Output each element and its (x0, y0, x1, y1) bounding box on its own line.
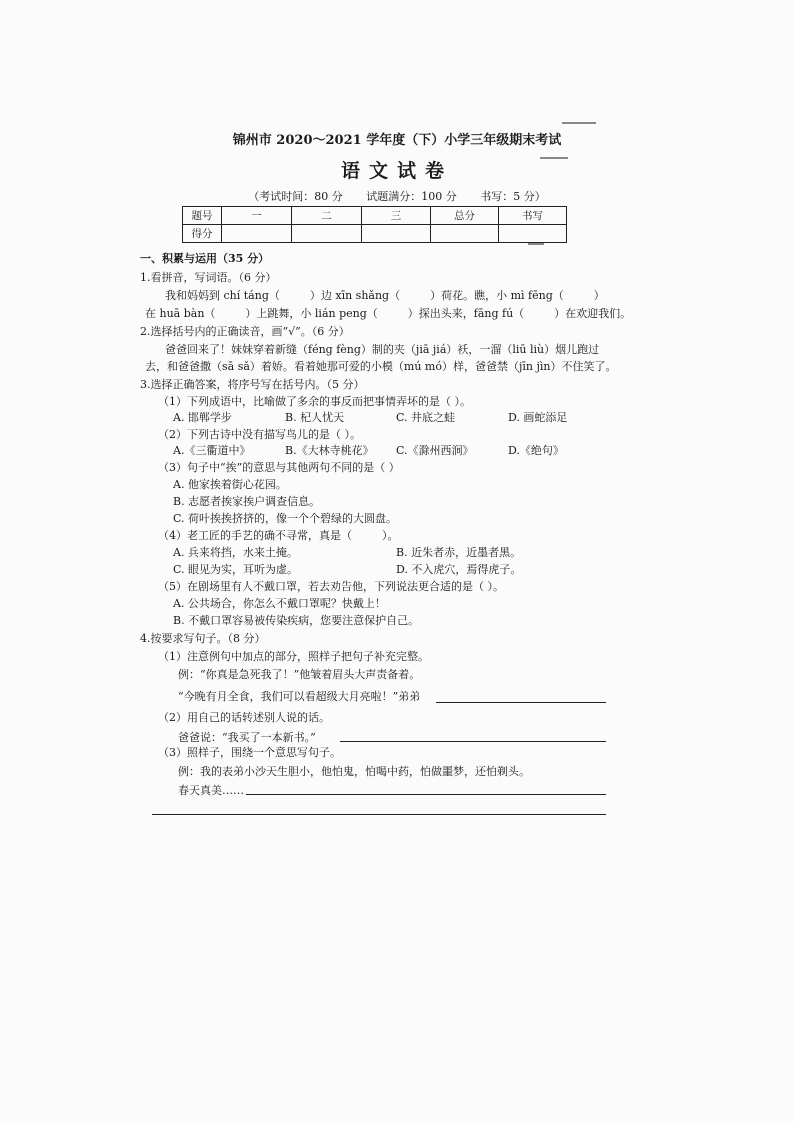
question-title: 1.看拼音，写词语。（6 分） (140, 271, 277, 284)
sub-question: （1）注意例句中加点的部分，照样子把句子补充完整。 (158, 650, 429, 663)
table-cell: 得分 (183, 225, 222, 243)
writing-score: 书写：5 分） (480, 190, 546, 203)
question-title: 2.选择括号内的正确读音，画“√”。（6 分） (140, 325, 350, 338)
sub-question: （3）句子中“挨”的意思与其他两句不同的是（ ） (158, 461, 400, 474)
question-line: 去，和爸爸撒（sā sǎ）着娇。看着她那可爱的小模（mú mó）样，爸爸禁（jīn jìn）不住笑了。 (145, 360, 617, 373)
exam-title: 锦州市 2020～2021 学年度（下）小学三年级期末考试 (232, 133, 562, 148)
sub-question: （1）下列成语中，比喻做了多余的事反而把事情弄坏的是（ ）。 (158, 395, 471, 408)
question-title: 3.选择正确答案，将序号写在括号内。（5 分） (140, 378, 365, 391)
option[interactable]: B. 不戴口罩容易被传染疾病，您要注意保护自己。 (173, 614, 420, 627)
table-row (183, 225, 567, 243)
table-cell: 二 (292, 207, 362, 225)
table-cell: 一 (222, 207, 292, 225)
option[interactable]: A. 公共场合，你怎么不戴口罩呢？快戴上！ (173, 597, 386, 610)
exam-time: （考试时间：80 分 (248, 190, 343, 203)
option[interactable]: A. 邯郸学步 (173, 411, 232, 424)
question-line: 春天真美…… (178, 784, 244, 797)
full-score: 试题满分：100 分 (366, 190, 457, 203)
scan-mark (562, 122, 596, 124)
option[interactable]: D. 不入虎穴，焉得虎子。 (396, 563, 522, 576)
example-sentence: 例：“你真是急死我了！”他皱着眉头大声责备着。 (178, 668, 421, 681)
scan-mark (528, 243, 544, 245)
question-line: 我和妈妈到 chí táng（ ）边 xīn shǎng（ ）荷花。瞧，小 mì fēng（ ） (165, 289, 605, 302)
table-cell: 书写 (499, 207, 567, 225)
section-heading: 一、积累与运用（35 分） (140, 252, 270, 265)
table-cell: 总分 (431, 207, 499, 225)
table-cell: 题号 (183, 207, 222, 225)
question-line: “今晚有月全食，我们可以看超级大月亮啦！”弟弟 (178, 690, 421, 703)
option[interactable]: D.《绝句》 (508, 444, 564, 457)
score-input-cell[interactable] (362, 225, 431, 243)
question-line: 爸爸说：“我买了一本新书。” (178, 731, 316, 744)
option[interactable]: A.《三衢道中》 (173, 444, 251, 457)
question-line: 在 huā bàn（ ）上跳舞，小 lián peng（ ）探出头来，fāng fú（ ）在欢迎我们。 (145, 307, 632, 320)
option[interactable]: B. 志愿者挨家挨户调查信息。 (173, 495, 321, 508)
sub-question: （5）在剧场里有人不戴口罩，若去劝告他，下列说法更合适的是（ ）。 (158, 580, 504, 593)
sub-question: （2）下列古诗中没有描写鸟儿的是（ ）。 (158, 428, 361, 441)
subject-title: 语文试卷 (340, 160, 453, 182)
score-table (182, 206, 567, 243)
answer-line[interactable] (152, 814, 606, 815)
example-sentence: 例：我的表弟小沙天生胆小，他怕鬼，怕喝中药，怕做噩梦，还怕剃头。 (178, 765, 530, 778)
option[interactable]: C. 井底之蛙 (396, 411, 456, 424)
option[interactable]: B. 杞人忧天 (285, 411, 345, 424)
answer-line[interactable] (340, 741, 606, 742)
option[interactable]: C. 眼见为实，耳听为虚。 (173, 563, 299, 576)
sub-question: （2）用自己的话转述别人说的话。 (158, 711, 330, 724)
option[interactable]: C.《滁州西涧》 (396, 444, 474, 457)
table-row (183, 207, 567, 225)
option[interactable]: B.《大林寺桃花》 (285, 444, 374, 457)
score-input-cell[interactable] (292, 225, 362, 243)
option[interactable]: D. 画蛇添足 (508, 411, 568, 424)
score-input-cell[interactable] (431, 225, 499, 243)
option[interactable]: B. 近朱者赤，近墨者黑。 (396, 546, 522, 559)
option[interactable]: C. 荷叶挨挨挤挤的，像一个个碧绿的大圆盘。 (173, 512, 398, 525)
score-input-cell[interactable] (222, 225, 292, 243)
sub-question: （4）老工匠的手艺的确不寻常，真是（ ）。 (158, 529, 399, 542)
answer-line[interactable] (246, 794, 606, 795)
question-line: 爸爸回来了！妹妹穿着新缝（féng fèng）制的夹（jiā jiá）袄，一溜（liū liù）烟儿跑过 (165, 343, 600, 356)
table-cell: 三 (362, 207, 431, 225)
option[interactable]: A. 兵来将挡，水来土掩。 (173, 546, 298, 559)
sub-question: （3）照样子，围绕一个意思写句子。 (158, 746, 341, 759)
option[interactable]: A. 他家挨着街心花园。 (173, 478, 287, 491)
answer-line[interactable] (436, 702, 606, 703)
score-input-cell[interactable] (499, 225, 567, 243)
question-title: 4.按要求写句子。（8 分） (140, 632, 266, 645)
exam-meta (0, 188, 794, 204)
